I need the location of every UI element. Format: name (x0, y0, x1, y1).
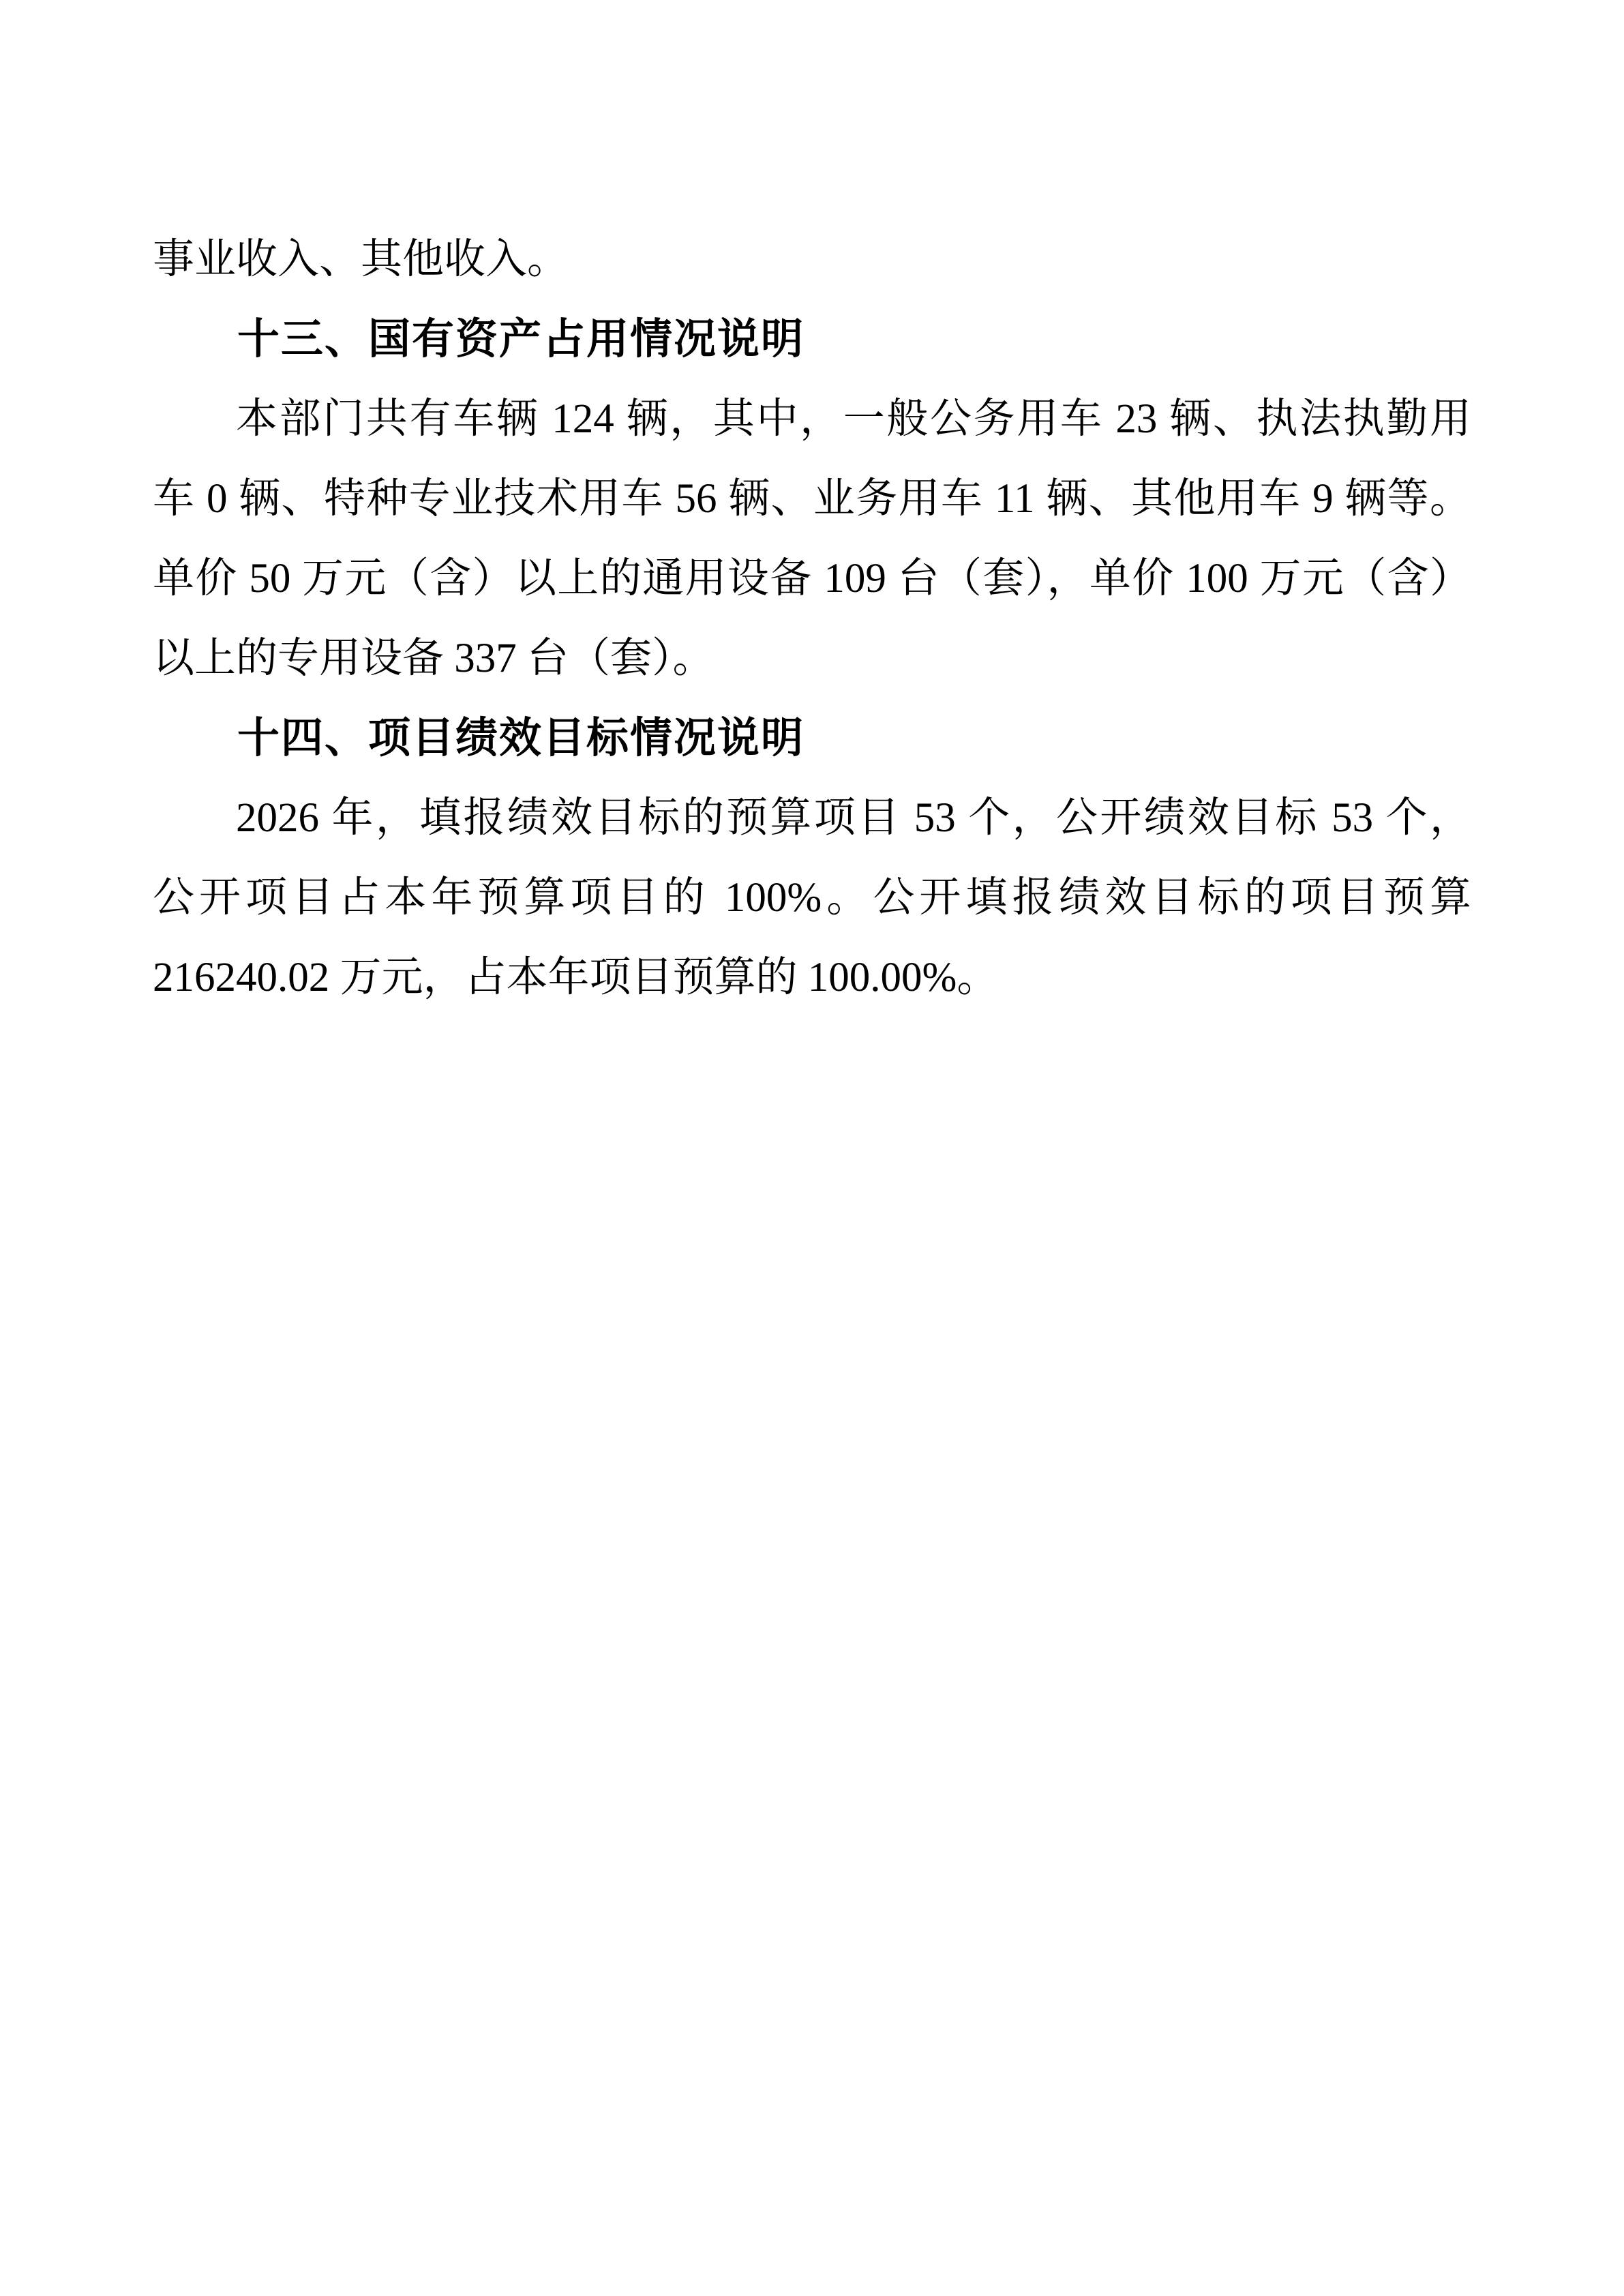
section-13-body-line-1: 本部门共有车辆 124 辆，其中，一般公务用车 23 辆、执法执勤用 (236, 396, 1471, 442)
text-block (153, 220, 1471, 1017)
section-14-heading: 十四、项目绩效目标情况说明 (237, 715, 805, 762)
paragraph-tail-line: 事业收入、其他收入。 (153, 237, 569, 282)
section-13-body-line-2: 车 0 辆、特种专业技术用车 56 辆、业务用车 11 辆、其他用车 9 辆等。 (153, 476, 1471, 522)
section-13-body-line-4: 以上的专用设备 337 台（套）。 (153, 636, 715, 681)
section-14-body-line-3: 216240.02 万元，占本年项目预算的 100.00%。 (153, 955, 999, 1000)
section-13-heading: 十三、国有资产占用情况说明 (237, 316, 805, 363)
section-14-body-line-1: 2026 年，填报绩效目标的预算项目 53 个，公开绩效目标 53 个， (236, 795, 1471, 841)
section-13-body-line-3: 单价 50 万元（含）以上的通用设备 109 台（套），单价 100 万元（含） (153, 556, 1471, 601)
section-14-body-line-2: 公开项目占本年预算项目的 100%。公开填报绩效目标的项目预算 (153, 875, 1471, 921)
